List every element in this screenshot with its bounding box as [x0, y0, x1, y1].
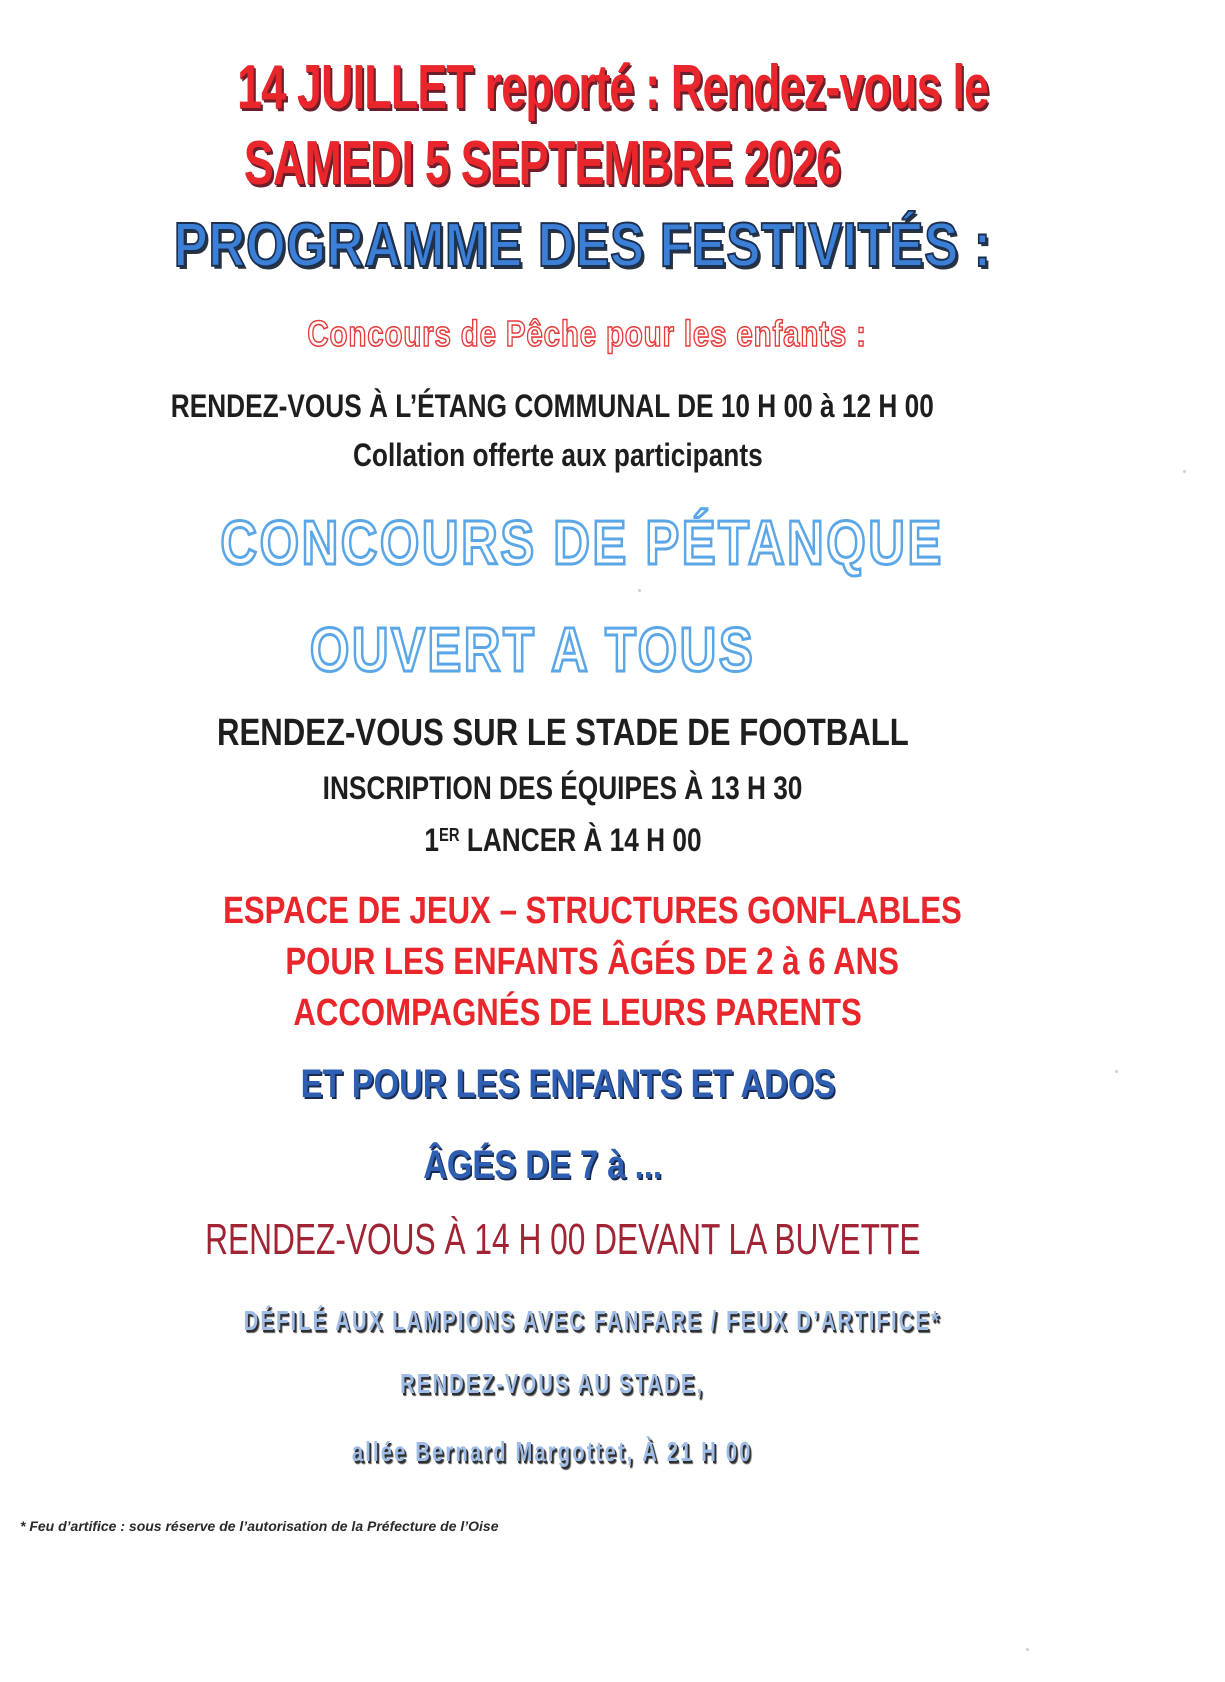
petanque-lancer — [0, 822, 1175, 859]
defile-line-3-text: allée Bernard Margottet, À 21 H 00 — [352, 1436, 753, 1467]
programme-title-text: PROGRAMME DES FESTIVITÉS : — [173, 211, 992, 280]
jeux-line-5 — [0, 1143, 1155, 1188]
lancer-superscript: ER — [438, 825, 460, 845]
peche-title — [0, 313, 1200, 355]
peche-collation-text: Collation offerte aux participants — [352, 437, 763, 473]
jeux-line-4 — [0, 1062, 1180, 1107]
petanque-rendezvous-text: RENDEZ-VOUS SUR LE STADE DE FOOTBALL — [216, 712, 909, 754]
paper-speck — [1115, 1070, 1118, 1073]
defile-line-1-text: DÉFILÉ AUX LAMPIONS AVEC FANFARE / FEUX D’ARTIFICE* — [243, 1305, 942, 1336]
defile-line-1 — [0, 1305, 1205, 1337]
petanque-inscription — [0, 770, 1175, 807]
jeux-rendezvous — [0, 1215, 1175, 1265]
headline-line-2 — [0, 128, 1155, 199]
defile-line-2 — [0, 1368, 1165, 1400]
jeux-line-1 — [0, 890, 1205, 933]
lancer-prefix: 1 — [423, 822, 439, 858]
petanque-title-1-text: CONCOURS DE PÉTANQUE — [220, 509, 945, 578]
petanque-title-1 — [0, 508, 1195, 579]
jeux-line-3-text: ACCOMPAGNÉS DE LEURS PARENTS — [293, 992, 862, 1034]
petanque-rendezvous — [0, 712, 1175, 755]
jeux-line-4-text: ET POUR LES ENFANTS ET ADOS — [300, 1062, 835, 1106]
paper-speck — [1026, 1648, 1029, 1651]
defile-line-3 — [0, 1436, 1165, 1468]
headline-line-1 — [0, 52, 1225, 123]
petanque-title-2-text: OUVERT A TOUS — [309, 616, 756, 685]
jeux-line-3 — [0, 992, 1190, 1035]
petanque-inscription-text: INSCRIPTION DES ÉQUIPES À 13 H 30 — [322, 770, 803, 806]
petanque-lancer-text — [424, 822, 701, 859]
defile-line-2-text: RENDEZ-VOUS AU STADE, — [400, 1368, 705, 1399]
headline-line-1-text: 14 JUILLET reporté : Rendez-vous le — [236, 53, 989, 122]
lancer-rest: LANCER À 14 H 00 — [459, 822, 702, 858]
paper-speck — [1183, 470, 1186, 473]
headline-line-2-text: SAMEDI 5 SEPTEMBRE 2026 — [244, 129, 841, 198]
jeux-line-5-text: ÂGÉS DE 7 à ... — [423, 1143, 662, 1187]
jeux-rendezvous-text: RENDEZ-VOUS À 14 H 00 DEVANT LA BUVETTE — [204, 1215, 921, 1264]
jeux-line-2 — [0, 941, 1205, 984]
petanque-title-2 — [0, 615, 1145, 686]
programme-title — [0, 210, 1195, 281]
peche-rendezvous — [0, 388, 1165, 425]
peche-rendezvous-text: RENDEZ-VOUS À L’ÉTANG COMMUNAL DE 10 H 00 à 12 H 00 — [170, 388, 935, 424]
paper-speck — [638, 589, 641, 592]
footnote: * Feu d’artifice : sous réserve de l’autorisation de la Préfecture de l’Oise — [20, 1518, 499, 1534]
peche-collation — [0, 437, 1170, 474]
peche-title-text: Concours de Pêche pour les enfants : — [307, 313, 868, 354]
jeux-line-1-text: ESPACE DE JEUX – STRUCTURES GONFLABLES — [223, 890, 962, 932]
jeux-line-2-text: POUR LES ENFANTS ÂGÉS DE 2 à 6 ANS — [285, 941, 900, 983]
